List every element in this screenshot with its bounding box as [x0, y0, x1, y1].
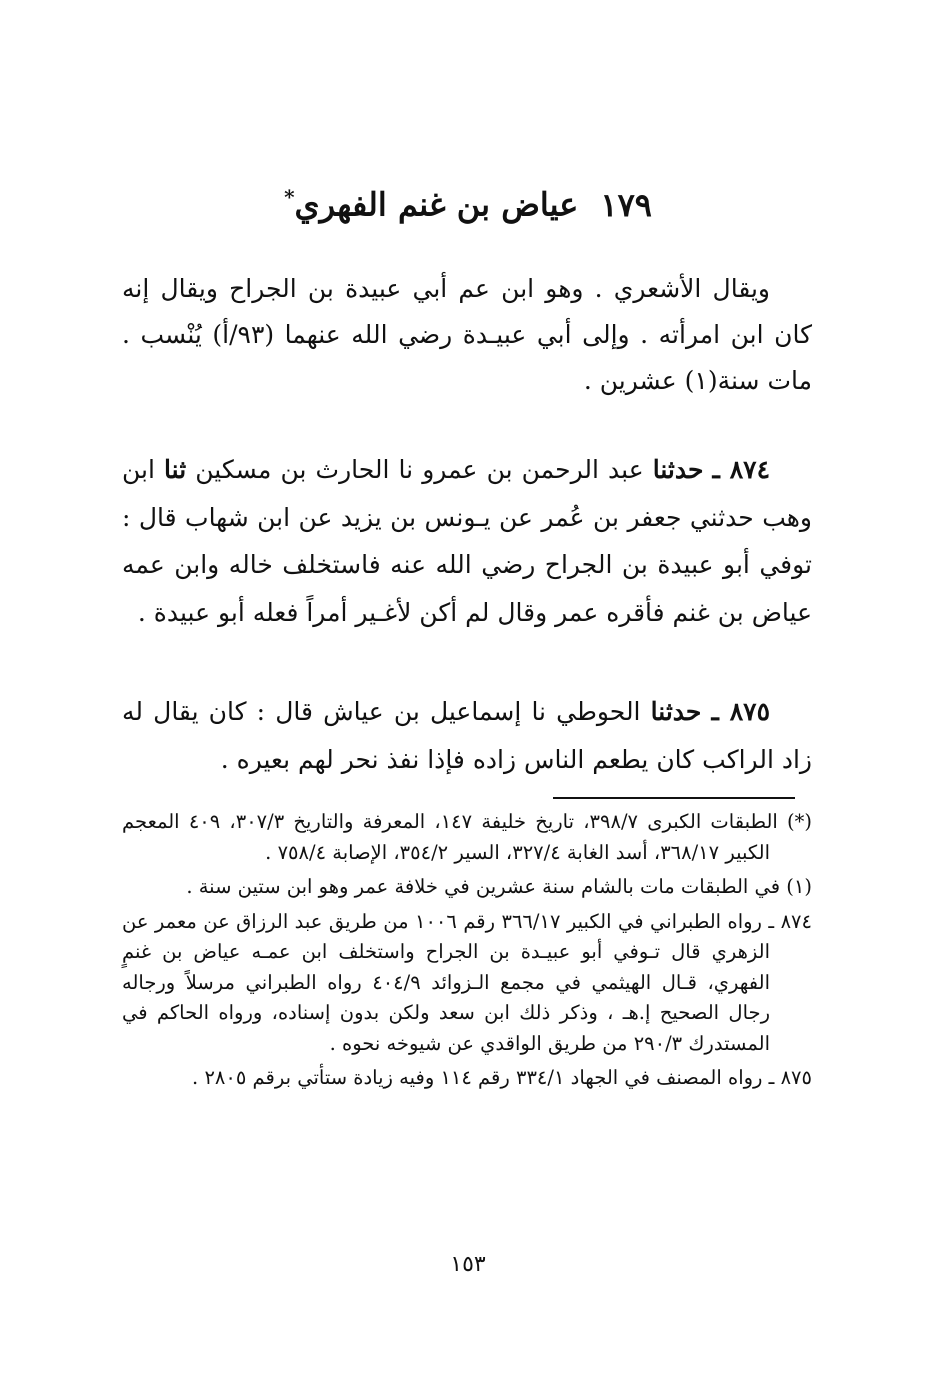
hadith-keyword-2: ثنا [164, 455, 187, 484]
footnote-875: ٨٧٥ ـ رواه المصنف في الجهاد ٣٣٤/١ رقم ١١٤ وفيه زيادة ستأتي برقم ٢٨٠٥ . [192, 1066, 812, 1089]
footnote-sources: (*) الطبقات الكبرى ٣٩٨/٧، تاريخ خليفة ١٤٧، المعرفة والتاريخ ٣٠٧/٣، ٤٠٩ المعجم الكبير ٣٦٨/١٧، أسد الغابة ٣٢٧/٤، السير ٣٥٤/٢، الإصابة ٧٥٨/٤ . [122, 810, 812, 864]
hadith-text-b: ابن وهب حدثني جعفر بن عُمر عن يـونس بن يزيد عن ابن شهاب قال : توفي أبو عبيدة بن الجراح رضي الله عنه فاستخلف خاله وابن عمه عياض بن غنم فأقره عمر وقال لم أكن لأغـير أمراً فعله أبو عبيدة . [122, 455, 813, 627]
footnote-divider [553, 797, 795, 799]
hadith-875 [122, 688, 812, 784]
page-number: ١٥٣ [450, 1252, 486, 1277]
footnote-1: (١) في الطبقات مات بالشام سنة عشرين في خلافة عمر وهو ابن ستين سنة . [186, 875, 812, 898]
footnotes [122, 807, 812, 1098]
hadith-text-a: عبد الرحمن بن عمرو نا الحارث بن مسكين [195, 455, 644, 484]
intro-paragraph: ويقال الأشعري . وهو ابن عم أبي عبيدة بن الجراح ويقال إنه كان ابن امرأته . وإلى أبي عبيـدة رضي الله عنهما (٩٣/أ) يُنْسب . مات سنة(١) عشرين . [122, 274, 812, 395]
footnote-marker: * [284, 185, 295, 209]
hadith-number: ٨٧٥ ـ [711, 697, 771, 726]
footnote-874: ٨٧٤ ـ رواه الطبراني في الكبير ٣٦٦/١٧ رقم ١٠٠٦ من طريق عبد الرزاق عن معمر عن الزهري قال تـوفي أبو عبيـدة بن الجراح واستخلف ابن عمـه عياض بن غنمٍ الفهري، قـال الهيثمي في مجمع الـزوائد ٤٠٤/٩ رواه الطبراني مرسلاً ورجاله رجال الصحيح إ.هـ ، وذكر ذلك ابن سعد ولكن بدون إسناده، ورواه الحاكم في المستدرك ٢٩٠/٣ من طريق الواقدي عن شيوخه نحوه . [122, 909, 812, 1055]
entry-number: ١٧٩ [600, 185, 652, 224]
hadith-keyword: حدثنا [650, 697, 702, 726]
hadith-number: ٨٧٤ ـ [712, 455, 771, 484]
hadith-text: الحوطي نا إسماعيل بن عياش قال : كان يقال له زاد الراكب كان يطعم الناس زاده فإذا نفذ نحر لهم بعيره . [122, 697, 812, 774]
hadith-keyword: حدثنا [652, 455, 704, 484]
hadith-874 [122, 446, 812, 636]
entry-title: عياض بن غنم الفهري [294, 185, 579, 224]
biography-intro [122, 266, 812, 404]
entry-heading [0, 172, 936, 230]
